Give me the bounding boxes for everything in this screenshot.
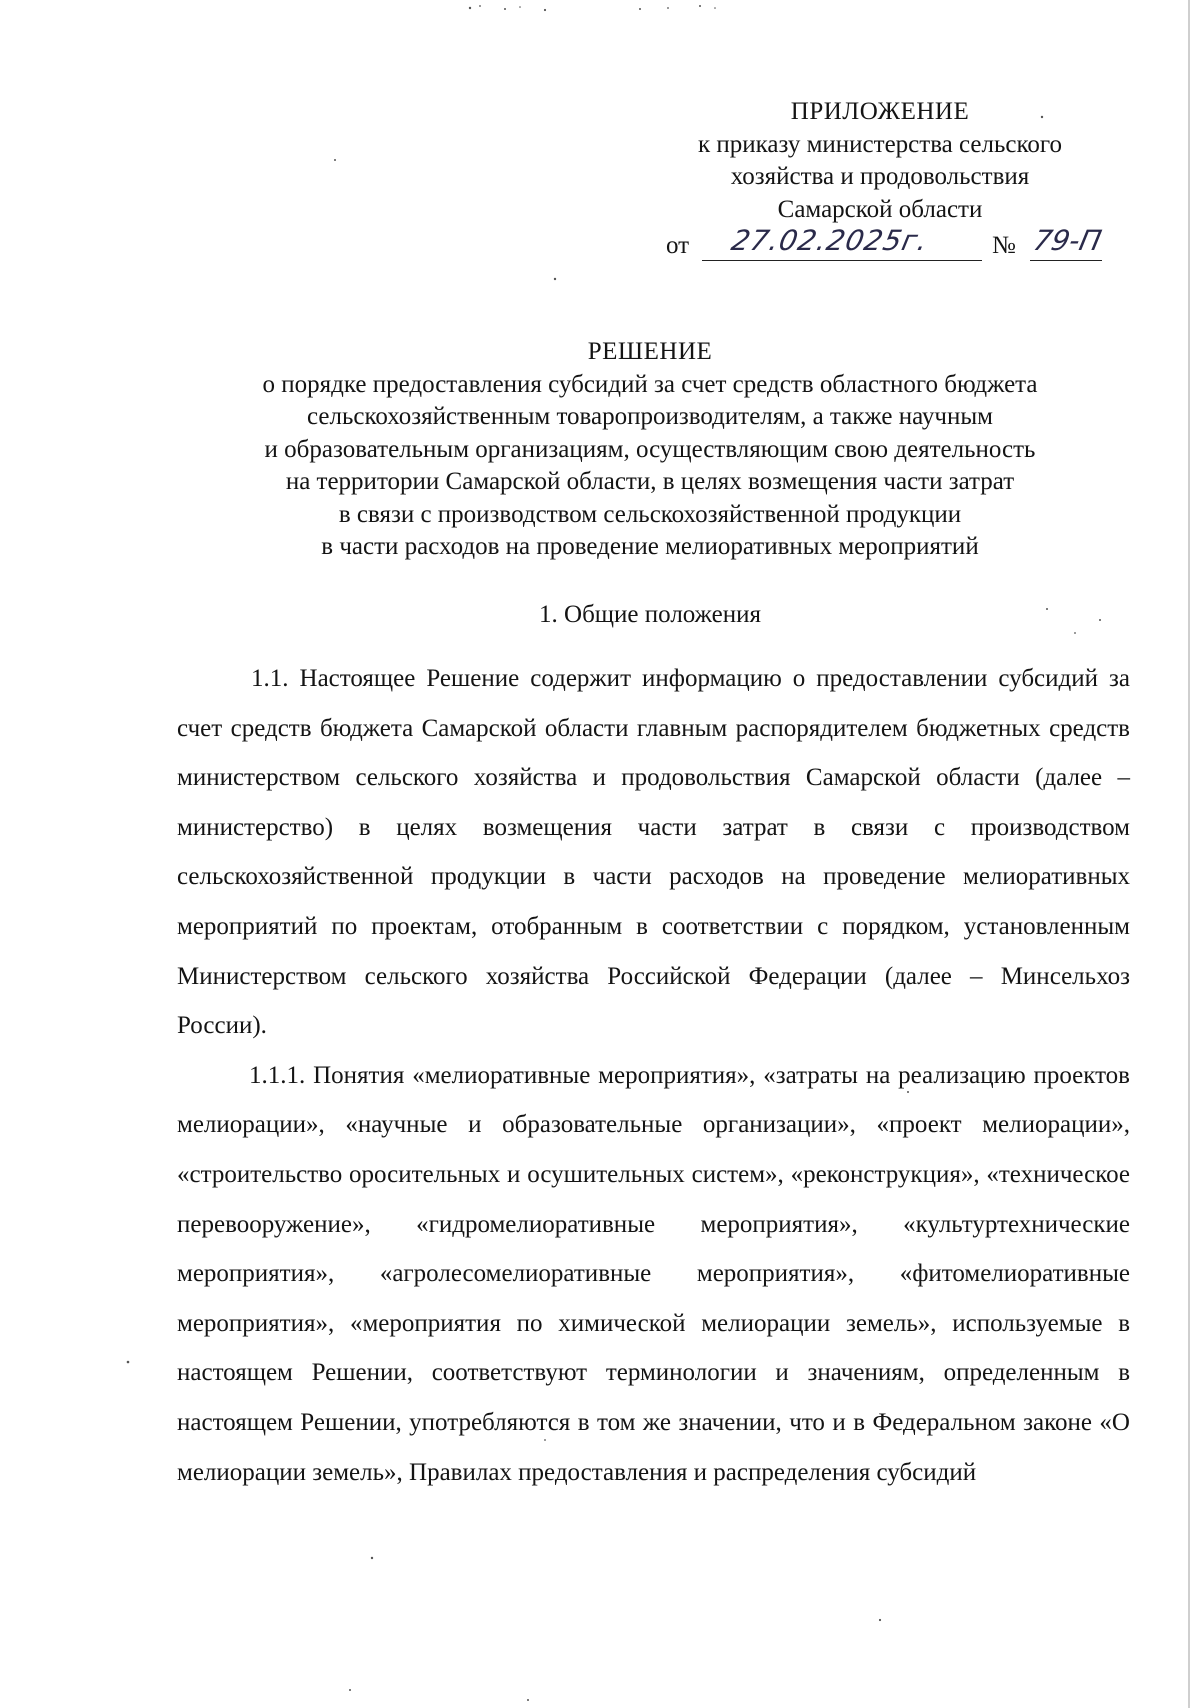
paragraph-1-1-1: 1.1.1. Понятия «мелиоративные мероприятия», «затраты на реализацию проектов мелиорации», «научные и образовательные организации», «проект мелиорации», «строительство оросительных и осушительных систем», «реконструкция», «техническое перевооружение», «гидромелиоративные мероприятия», «культуртехнические мероприятия», «агролесомелиоративные мероприятия», «фитомелиоративные мероприятия», «мероприятия по химической мелиорации земель», используемые в настоящем Решении, соответствуют терминологии и значениям, определенным в настоящем Решении, употребляются в том же значении, что и в Федеральном законе «О мелиорации земель», Правилах предоставления и распределения субсидий — [177, 1061, 1130, 1486]
date-prefix: от — [666, 232, 690, 259]
decision-heading — [150, 336, 1150, 564]
handwritten-date: 27.02.2025г. — [728, 224, 932, 257]
heading-line: на территории Самарской области, в целях возмещения части затрат — [285, 468, 1015, 495]
decision-title: РЕШЕНИЕ — [587, 338, 713, 365]
handwritten-number: 79-П — [1030, 224, 1105, 257]
heading-line: в части расходов на проведение мелиоративных мероприятий — [321, 533, 979, 560]
number-sign: № — [992, 232, 1016, 259]
paragraph-1-1: 1.1. Настоящее Решение содержит информацию о предоставлении субсидий за счет средств бюджета Самарской области главным распорядителем бюджетных средств министерством сельского хозяйства и продовольствия Самарской области (далее – министерство) в целях возмещения части затрат в связи с производством сельскохозяйственной продукции в части расходов на проведение мелиоративных мероприятий по проектам, отобранным в соответствии с порядком, установленным Министерством сельского хозяйства Российской Федерации (далее – Минсельхоз России). — [177, 665, 1130, 1040]
body-text — [177, 654, 1130, 1497]
section-title: 1. Общие положения — [539, 601, 761, 628]
heading-line: о порядке предоставления субсидий за счет средств областного бюджета — [262, 370, 1038, 398]
appendix-line-1: к приказу министерства сельского — [697, 130, 1062, 158]
heading-line: в связи с производством сельскохозяйственной продукции — [338, 500, 962, 528]
appendix-title: ПРИЛОЖЕНИЕ — [790, 98, 970, 125]
heading-line: сельскохозяйственным товаропроизводителям, а также научным — [307, 403, 993, 430]
appendix-line-2: хозяйства и продовольствия — [730, 163, 1030, 190]
heading-line: и образовательным организациям, осуществляющим свою деятельность — [264, 435, 1036, 463]
date-field — [702, 224, 982, 261]
appendix-block — [640, 96, 1120, 226]
appendix-line-3: Самарской области — [777, 195, 983, 223]
number-field — [1030, 224, 1105, 261]
order-date-number-row — [662, 224, 1122, 266]
